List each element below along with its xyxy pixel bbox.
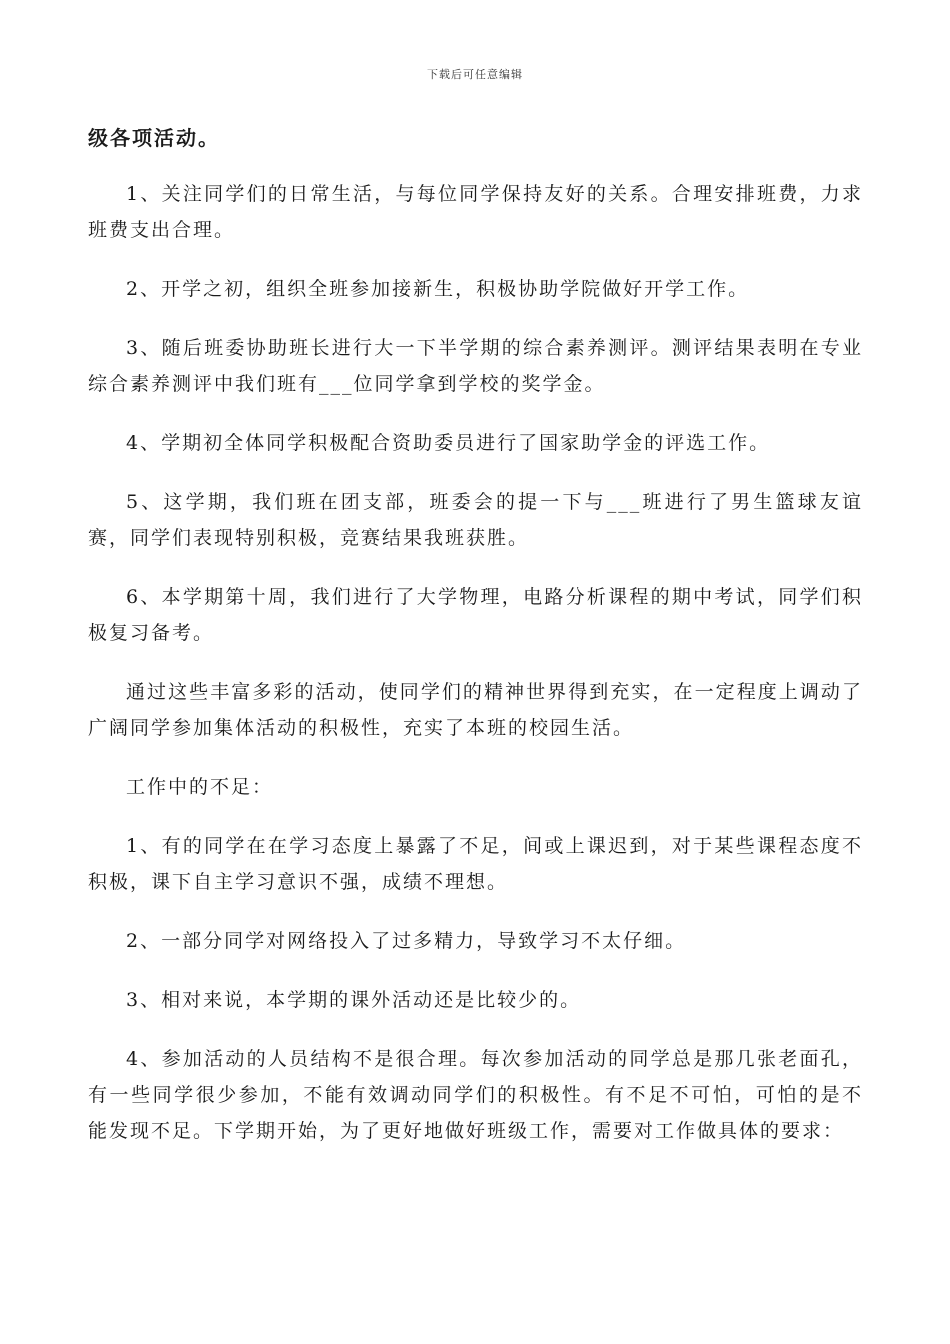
paragraph-1: 1、关注同学们的日常生活，与每位同学保持友好的关系。合理安排班费，力求班费支出合理。 [88, 183, 863, 241]
shortcoming-1: 1、有的同学在在学习态度上暴露了不足，间或上课迟到，对于某些课程态度不积极，课下自主学习意识不强，成绩不理想。 [88, 835, 863, 893]
shortcoming-4: 4、参加活动的人员结构不是很合理。每次参加活动的同学总是那几张老面孔，有一些同学很少参加，不能有效调动同学们的积极性。有不足不可怕，可怕的是不能发现不足。下学期开始，为了更好地做好班级工作，需要对工作做具体的要求： [88, 1048, 863, 1142]
summary-paragraph: 通过这些丰富多彩的活动，使同学们的精神世界得到充实，在一定程度上调动了广阔同学参加集体活动的积极性，充实了本班的校园生活。 [88, 681, 863, 739]
shortcomings-heading: 工作中的不足： [126, 776, 274, 798]
paragraph-3: 3、随后班委协助班长进行大一下半学期的综合素养测评。测评结果表明在专业综合素养测评中我们班有___位同学拿到学校的奖学金。 [88, 337, 863, 395]
lead-line: 级各项活动。 [88, 126, 220, 150]
paragraph-4: 4、学期初全体同学积极配合资助委员进行了国家助学金的评选工作。 [126, 432, 771, 454]
page-header: 下载后可任意编辑 [427, 68, 523, 81]
paragraph-6: 6、本学期第十周，我们进行了大学物理，电路分析课程的期中考试，同学们积极复习备考。 [88, 586, 863, 644]
paragraph-2: 2、开学之初，组织全班参加接新生，积极协助学院做好开学工作。 [126, 278, 750, 300]
document-body [88, 120, 863, 1172]
paragraph-5: 5、这学期，我们班在团支部，班委会的提一下与___班进行了男生篮球友谊赛，同学们表现特别积极，竞赛结果我班获胜。 [88, 491, 863, 549]
shortcoming-3: 3、相对来说，本学期的课外活动还是比较少的。 [126, 989, 582, 1011]
shortcoming-2: 2、一部分同学对网络投入了过多精力，导致学习不太仔细。 [126, 930, 687, 952]
